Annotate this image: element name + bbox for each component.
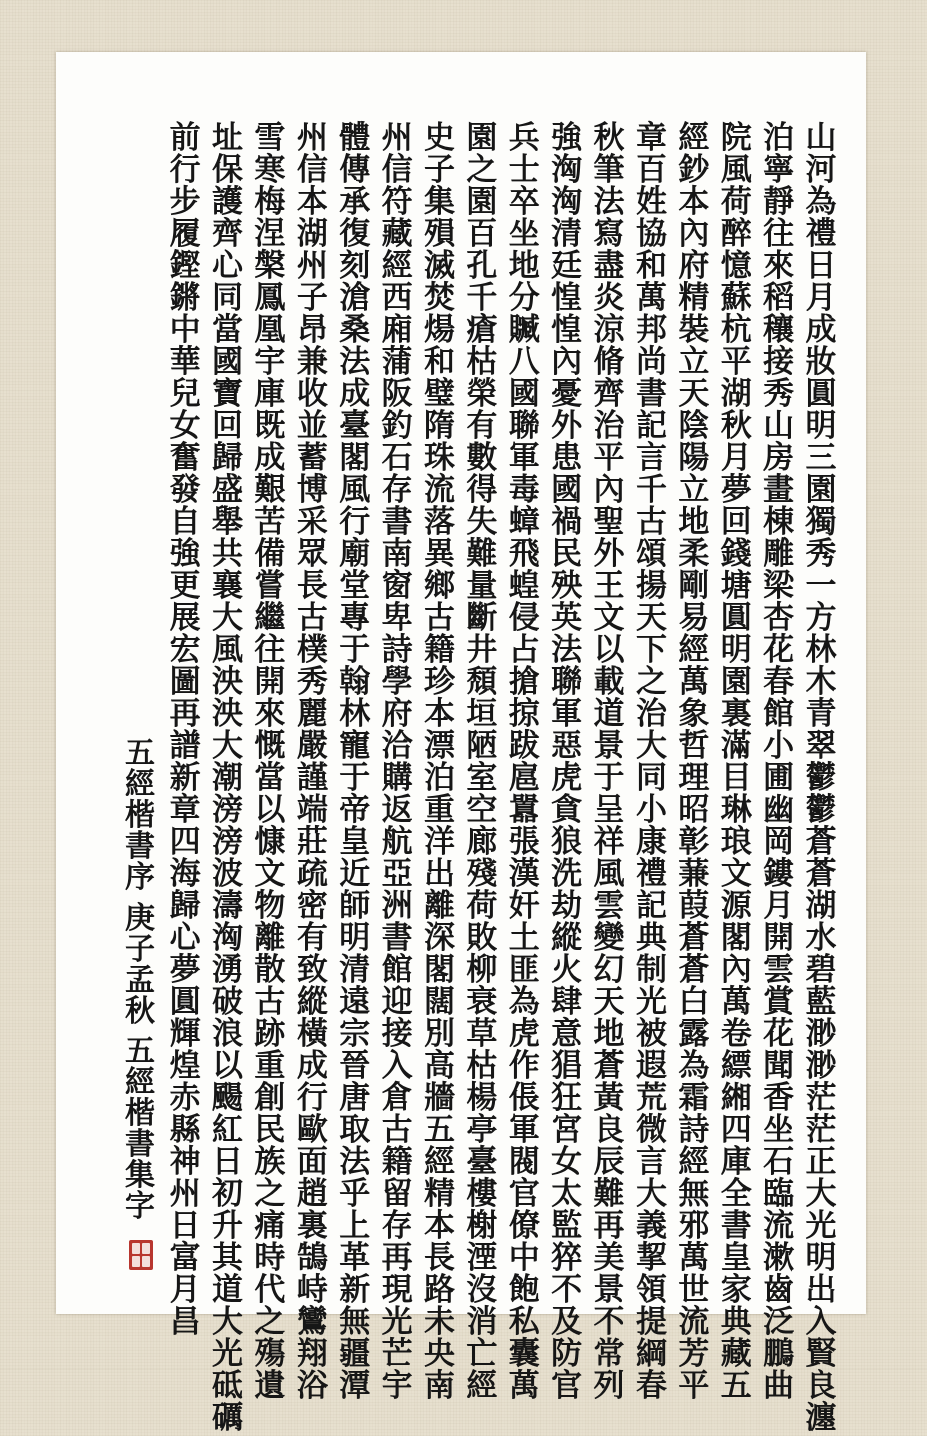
seal-stamp-icon — [129, 1240, 153, 1270]
text-column: 史 子 集 殞 滅 焚 煬 和 璧 隋 珠 流 落 異 鄉 古 籍 珍 本 漂 泊 重 洋 出 離 深 閣 闊 別 高 牆 五 經 精 本 長 路 未 央 南 — [423, 120, 455, 1404]
text-column: 山 河 為 禮 日 月 成 妝 圓 明 三 園 獨 秀 一 方 林 木 青 翠 鬱 鬱 蒼 蒼 湖 水 碧 藍 渺 渺 茫 茫 正 大 光 明 出 入 賢 良 瀍 — [805, 120, 837, 1436]
text-column: 州 信 本 湖 州 子 昂 兼 收 並 蓄 博 采 眾 長 古 樸 秀 麗 嚴 謹 端 莊 疏 密 有 致 縱 橫 成 行 歐 面 趙 裏 鵠 峙 鸞 翔 浴 — [296, 120, 328, 1404]
text-column: 泊 寧 靜 往 來 稻 穰 接 秀 山 房 畫 棟 雕 梁 杏 花 春 館 小 圃 幽 岡 鏤 月 開 雲 賞 花 聞 香 坐 石 臨 流 漱 齒 泛 鵬 曲 — [763, 120, 795, 1404]
text-column: 章 百 姓 協 和 萬 邦 尚 書 記 言 千 古 頌 揚 天 下 之 治 大 同 小 康 禮 記 典 制 光 被 遐 荒 微 言 大 義 挈 領 提 綱 春 — [635, 120, 667, 1404]
signature-author: 五 經 楷 書 集 字 — [125, 1034, 155, 1224]
text-column: 兵 士 卒 坐 地 分 贓 八 國 聯 軍 毒 蟑 飛 蝗 侵 占 搶 掠 跋 扈 囂 張 漢 奸 土 匪 為 虎 作 倀 軍 閥 官 僚 中 飽 私 囊 萬 — [508, 120, 540, 1404]
text-column: 前 行 步 履 鏗 鏘 中 華 兒 女 奮 發 自 強 更 展 宏 圖 再 譜 新 章 四 海 歸 心 夢 圓 輝 煌 赤 縣 神 州 日 富 月 昌 — [169, 120, 201, 1340]
signature-column — [120, 738, 160, 1222]
text-column: 體 傳 承 復 刻 滄 桑 法 成 臺 閣 風 行 廟 堂 專 于 翰 林 寵 于 帝 皇 近 師 明 清 遠 宗 晉 唐 取 法 乎 上 革 新 無 疆 潭 — [339, 120, 371, 1404]
text-column: 州 信 符 藏 經 西 廂 蒲 阪 釣 石 存 書 南 窗 卑 詩 學 府 洽 購 返 航 亞 洲 書 館 迎 接 入 倉 古 籍 留 存 再 現 光 芒 宇 — [381, 120, 413, 1404]
scroll-paper — [56, 52, 866, 1436]
text-column: 院 風 荷 醉 憶 蘇 杭 平 湖 秋 月 夢 回 錢 塘 圓 明 園 裏 滿 目 琳 琅 文 源 閣 內 萬 卷 縹 緗 四 庫 全 書 皇 家 典 藏 五 — [720, 120, 752, 1404]
text-column: 經 鈔 本 內 府 精 裝 立 天 陰 陽 立 地 柔 剛 易 經 萬 象 哲 理 昭 彰 蒹 葭 蒼 蒼 白 露 為 霜 詩 經 無 邪 萬 世 流 芳 平 — [678, 120, 710, 1404]
text-column: 址 保 護 齊 心 同 當 國 寶 回 歸 盛 舉 共 襄 大 風 泱 泱 大 潮 滂 滂 波 濤 洶 湧 破 浪 以 颺 紅 日 初 升 其 道 大 光 砥 礪 — [212, 120, 244, 1436]
preface-body-text — [166, 120, 840, 1436]
text-column: 秋 筆 法 寫 盡 炎 涼 脩 齊 治 平 內 聖 外 王 文 以 載 道 景 于 呈 祥 風 雲 變 幻 天 地 蒼 黃 良 辰 難 再 美 景 不 常 列 — [593, 120, 625, 1404]
text-column: 雪 寒 梅 涅 槃 鳳 凰 宇 庫 既 成 艱 苦 備 嘗 繼 往 開 來 慨 當 以 慷 文 物 離 散 古 跡 重 創 民 族 之 痛 時 代 之 殤 遺 — [254, 120, 286, 1404]
signature-title: 五 經 楷 書 序 — [125, 736, 155, 895]
text-column: 強 洶 洶 清 廷 惶 惶 內 憂 外 患 國 禍 民 殃 英 法 聯 軍 惡 虎 貪 狼 洗 劫 縱 火 肆 意 猖 狂 宮 女 太 監 猝 不 及 防 官 — [551, 120, 583, 1404]
text-column: 園 之 園 百 孔 千 瘡 枯 榮 有 數 得 失 難 量 斷 井 頹 垣 陋 室 空 廊 殘 荷 敗 柳 衰 草 枯 楊 亭 臺 樓 榭 湮 沒 消 亡 經 — [466, 120, 498, 1404]
signature-date: 庚 子 孟 秋 — [125, 900, 155, 1029]
